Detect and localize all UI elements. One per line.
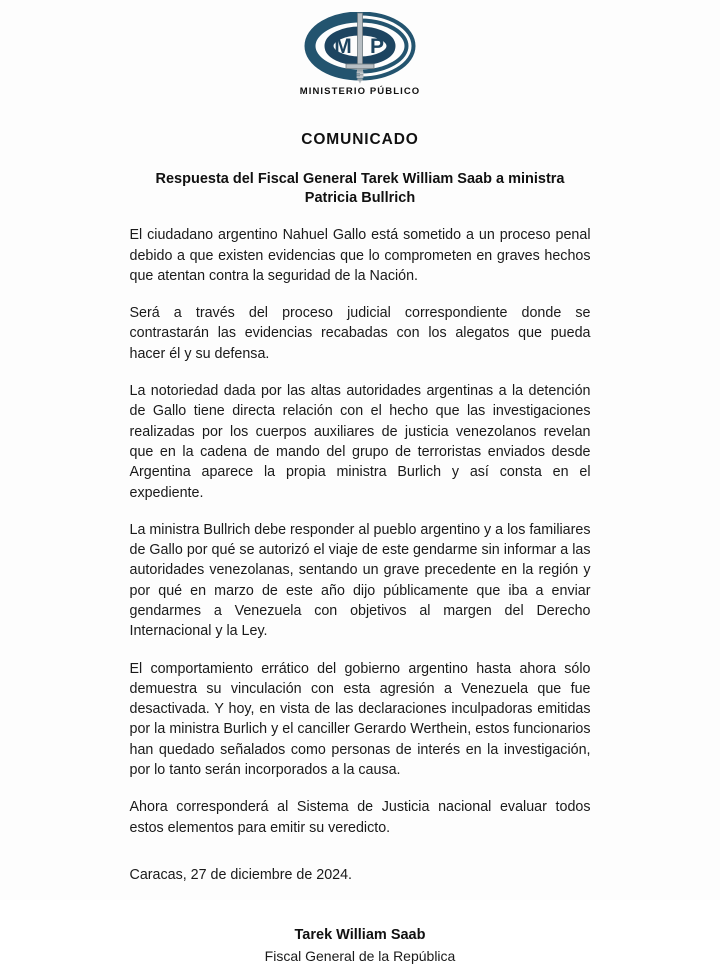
page-title: COMUNICADO	[301, 131, 419, 148]
letterhead	[0, 0, 720, 97]
signatory-name: Tarek William Saab	[294, 927, 426, 944]
logo-caption: MINISTERIO PÚBLICO	[299, 86, 421, 97]
paragraph-1: El ciudadano argentino Nahuel Gallo está sometido a un proceso penal debido a que existen evidencias que lo comprometen en graves hechos que atentan contra la seguridad de la Nación.	[129, 227, 591, 284]
signature-block	[130, 925, 591, 966]
page-subtitle: Respuesta del Fiscal General Tarek William Saab a ministra Patricia Bullrich	[155, 171, 565, 207]
ministerio-publico-logo	[294, 12, 426, 84]
logo-graphic	[294, 12, 426, 84]
logo-letter-m: M	[334, 35, 352, 58]
place-and-date: Caracas, 27 de diciembre de 2024.	[129, 866, 353, 883]
logo-letter-p: P	[369, 35, 385, 58]
document-body	[130, 208, 591, 885]
paragraph-6: Ahora corresponderá al Sistema de Justicia nacional evaluar todos estos elementos para emitir su veredicto.	[129, 799, 591, 836]
paragraph-3: La notoriedad dada por las altas autoridades argentinas a la detención de Gallo tiene directa relación con el hecho que las investigaciones realizadas por los cuerpos auxiliares de justicia venezolanos revelan que en la cadena de mando del grupo de terroristas enviados desde Argentina aparece la propia ministra Burlich y así consta en el expediente.	[129, 383, 591, 501]
paragraph-4: La ministra Bullrich debe responder al pueblo argentino y a los familiares de Gallo por qué se autorizó el viaje de este gendarme sin informar a las autoridades venezolanas, sentando un grave precedente en la región y por qué en marzo de este año dijo públicamente que iba a enviar gendarmes a Venezuela con objetivos al margen del Derecho Internacional y la Ley.	[129, 521, 591, 640]
paragraph-2: Será a través del proceso judicial correspondiente donde se contrastarán las evidencias recabadas con los alegatos que pueda hacer él y su defensa.	[129, 305, 591, 362]
paragraph-5: El comportamiento errático del gobierno argentino hasta ahora sólo demuestra su vinculación con esta agresión a Venezuela que fue desactivada. Y hoy, en vista de las declaraciones inculpadoras emitidas por la ministra Burlich y el canciller Gerardo Werthein, estos funcionarios han quedado señalados como personas de interés en la investigación, por lo tanto serán incorporados a la causa.	[129, 660, 591, 779]
signatory-role: Fiscal General de la República	[264, 948, 456, 965]
